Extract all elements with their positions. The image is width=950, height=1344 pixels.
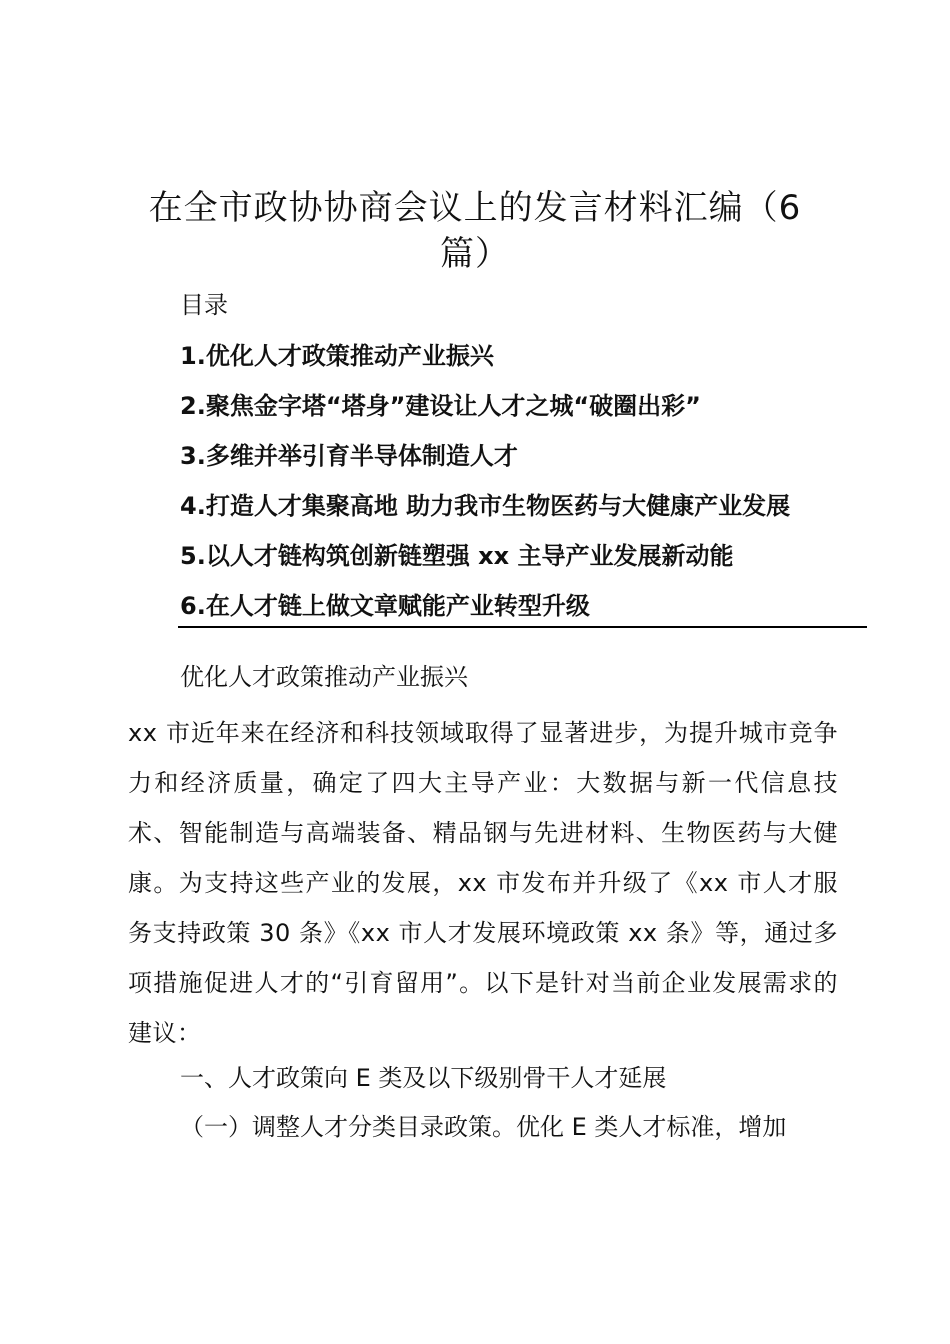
- document-title-line-2: 篇）: [440, 234, 510, 274]
- toc-item-4[interactable]: 4.打造人才集聚高地 助力我市生物医药与大健康产业发展: [180, 492, 791, 520]
- sub-heading-1: （一）调整人才分类目录政策。优化 E 类人才标准，增加: [180, 1113, 787, 1141]
- toc-item-3[interactable]: 3.多维并举引育半导体制造人才: [180, 442, 518, 470]
- heading-1: 一、人才政策向 E 类及以下级别骨干人才延展: [180, 1064, 667, 1092]
- toc-heading: 目录: [180, 291, 228, 319]
- toc-item-5[interactable]: 5.以人才链构筑创新链塑强 xx 主导产业发展新动能: [180, 542, 734, 570]
- toc-item-6[interactable]: 6.在人才链上做文章赋能产业转型升级: [180, 592, 590, 620]
- document-title-line-1: 在全市政协协商会议上的发言材料汇编（6: [148, 188, 802, 228]
- toc-item-1[interactable]: 1.优化人才政策推动产业振兴: [180, 342, 494, 370]
- section-title: 优化人才政策推动产业振兴: [180, 663, 468, 691]
- body-paragraph: xx 市近年来在经济和科技领域取得了显著进步，为提升城市竞争力和经济质量，确定了四大主导产业：大数据与新一代信息技术、智能制造与高端装备、精品钢与先进材料、生物医药与大健康。为支持这些产业的发展，xx 市发布并升级了《xx 市人才服务支持政策 30 条》《xx 市人才发展环境政策 xx 条》等，通过多项措施促进人才的“引育留用”。以下是针对当前企业发展需求的建议：: [128, 719, 838, 1047]
- toc-divider: [178, 626, 867, 628]
- table-of-contents: [180, 336, 790, 636]
- toc-item-2[interactable]: 2.聚焦金字塔“塔身”建设让人才之城“破圈出彩”: [180, 392, 701, 420]
